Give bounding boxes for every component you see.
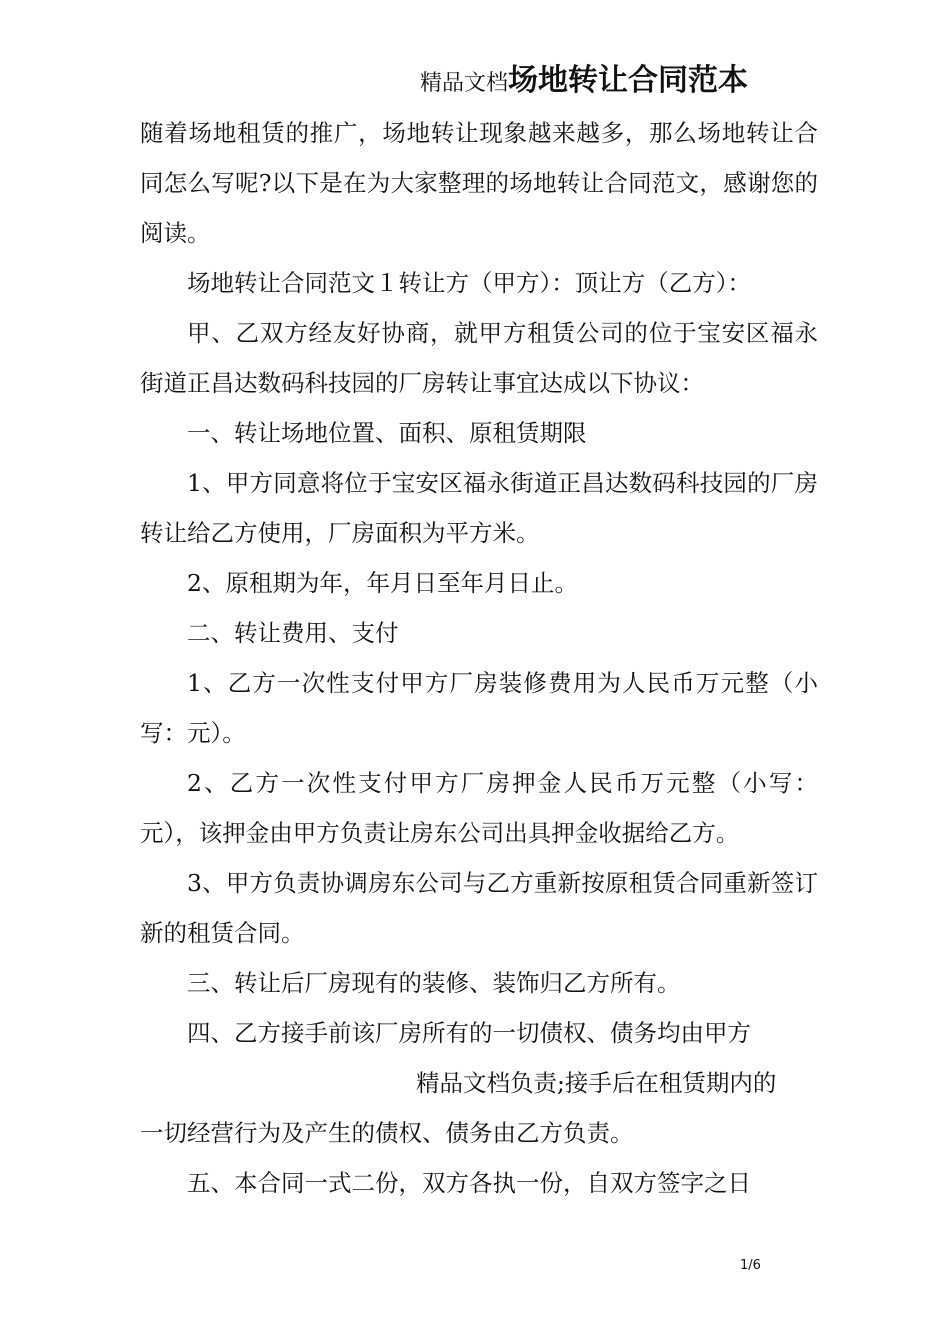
section-heading-1: 一、转让场地位置、面积、原租赁期限 [187,419,587,447]
clause-2-3: 3、甲方负责协调房东公司与乙方重新按原租赁合同重新签订新的租赁合同。 [140,869,818,947]
section-4-part-3: 一切经营行为及产生的债权、债务由乙方负责。 [140,1119,634,1147]
section-5: 五、本合同一式二份，双方各执一份，自双方签字之日 [187,1169,751,1197]
clause-2-2: 2、乙方一次性支付甲方厂房押金人民币万元整（小写：元），该押金由甲方负责让房东公司出具押金收据给乙方。 [140,769,818,847]
page-number: 1/6 [740,1258,761,1273]
intro-paragraph: 随着场地租赁的推广，场地转让现象越来越多，那么场地转让合同怎么写呢?以下是在为大家整理的场地转让合同范文，感谢您的阅读。 [140,119,818,247]
section-3: 三、转让后厂房现有的装修、装饰归乙方所有。 [187,969,681,997]
section-heading-2: 二、转让费用、支付 [187,619,399,647]
section-4-part-1: 四、乙方接手前该厂房所有的一切债权、债务均由甲方 [187,1019,751,1047]
clause-1-1: 1、甲方同意将位于宝安区福永街道正昌达数码科技园的厂房转让给乙方使用，厂房面积为平方米。 [140,469,818,547]
document-body [140,108,818,1208]
section-4-part-2: 精品文档负责;接手后在租赁期内的 [416,1069,777,1097]
clause-1-2: 2、原租期为年，年月日至年月日止。 [187,569,578,597]
header-watermark-text: 精品文档 [420,71,509,96]
agreement-paragraph: 甲、乙双方经友好协商，就甲方租赁公司的位于宝安区福永街道正昌达数码科技园的厂房转让事宜达成以下协议： [140,319,818,397]
contract-parties-line: 场地转让合同范文１转让方（甲方）：顶让方（乙方）： [187,269,751,297]
document-title: 场地转让合同范本 [508,63,749,98]
document-header [420,55,748,99]
clause-2-1: 1、乙方一次性支付甲方厂房装修费用为人民币万元整（小写：元）。 [140,669,818,747]
